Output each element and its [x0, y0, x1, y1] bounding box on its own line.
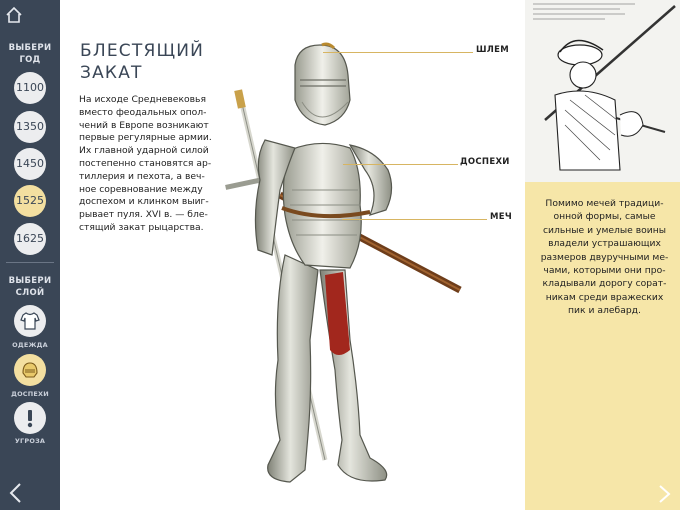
- year-title: ВЫБЕРИ ГОД: [8, 43, 52, 65]
- year-button-1525[interactable]: 1525: [14, 185, 46, 217]
- year-button-1625[interactable]: 1625: [14, 223, 46, 255]
- layer-button-armor[interactable]: [14, 354, 46, 386]
- armor-callout-line: [343, 164, 458, 165]
- helmet-callout-line: [323, 52, 473, 53]
- page-title: БЛЕСТЯЩИЙ ЗАКАТ: [80, 41, 205, 83]
- year-button-1450[interactable]: 1450: [14, 148, 46, 180]
- sword-callout-line: [342, 219, 487, 220]
- home-icon[interactable]: [4, 5, 24, 25]
- sidebar-divider: [6, 262, 54, 263]
- engraving-image: [525, 0, 680, 182]
- intro-text: На исходе Средневековья вместо феодальных опол- чений в Европе возникают первые регулярные армии. Их главной ударной силой постепенно становятся ар- тиллерия и пехота, а веч- ное соревнование между доспехом и клинком выиг- рывает пуля. XVI в. — бле- стящий закат рыцарства.: [79, 94, 212, 233]
- shirt-icon: [19, 310, 41, 332]
- helmet-icon: [19, 359, 41, 381]
- layer-label-armor: ДОСПЕХИ: [11, 390, 49, 398]
- layer-button-threat[interactable]: [14, 402, 46, 434]
- sidebar: [0, 0, 60, 510]
- landsknecht-engraving: [525, 0, 680, 182]
- layer-label-clothes: ОДЕЖДА: [12, 341, 48, 349]
- armor-callout: ДОСПЕХИ: [460, 157, 510, 167]
- year-button-1350[interactable]: 1350: [14, 111, 46, 143]
- layer-label-threat: УГРОЗА: [14, 437, 46, 445]
- layer-title: ВЫБЕРИ СЛОЙ: [8, 276, 52, 298]
- chevron-left-icon[interactable]: [6, 482, 26, 504]
- side-text: Помимо мечей традици- онной формы, самые сильные и умелые воины владели устрашающих размеров двуручными ме- чами, которыми они про- кладывали дорогу сорат- никам среди вражеских пик и алебард.: [540, 198, 669, 317]
- helmet-callout: ШЛЕМ: [476, 45, 510, 55]
- chevron-right-icon[interactable]: [657, 484, 673, 504]
- sword-callout: МЕЧ: [490, 212, 513, 222]
- exclamation-icon: [19, 407, 41, 429]
- layer-button-clothes[interactable]: [14, 305, 46, 337]
- year-button-1100[interactable]: 1100: [14, 72, 46, 104]
- knight-armor-illustration: [210, 40, 500, 510]
